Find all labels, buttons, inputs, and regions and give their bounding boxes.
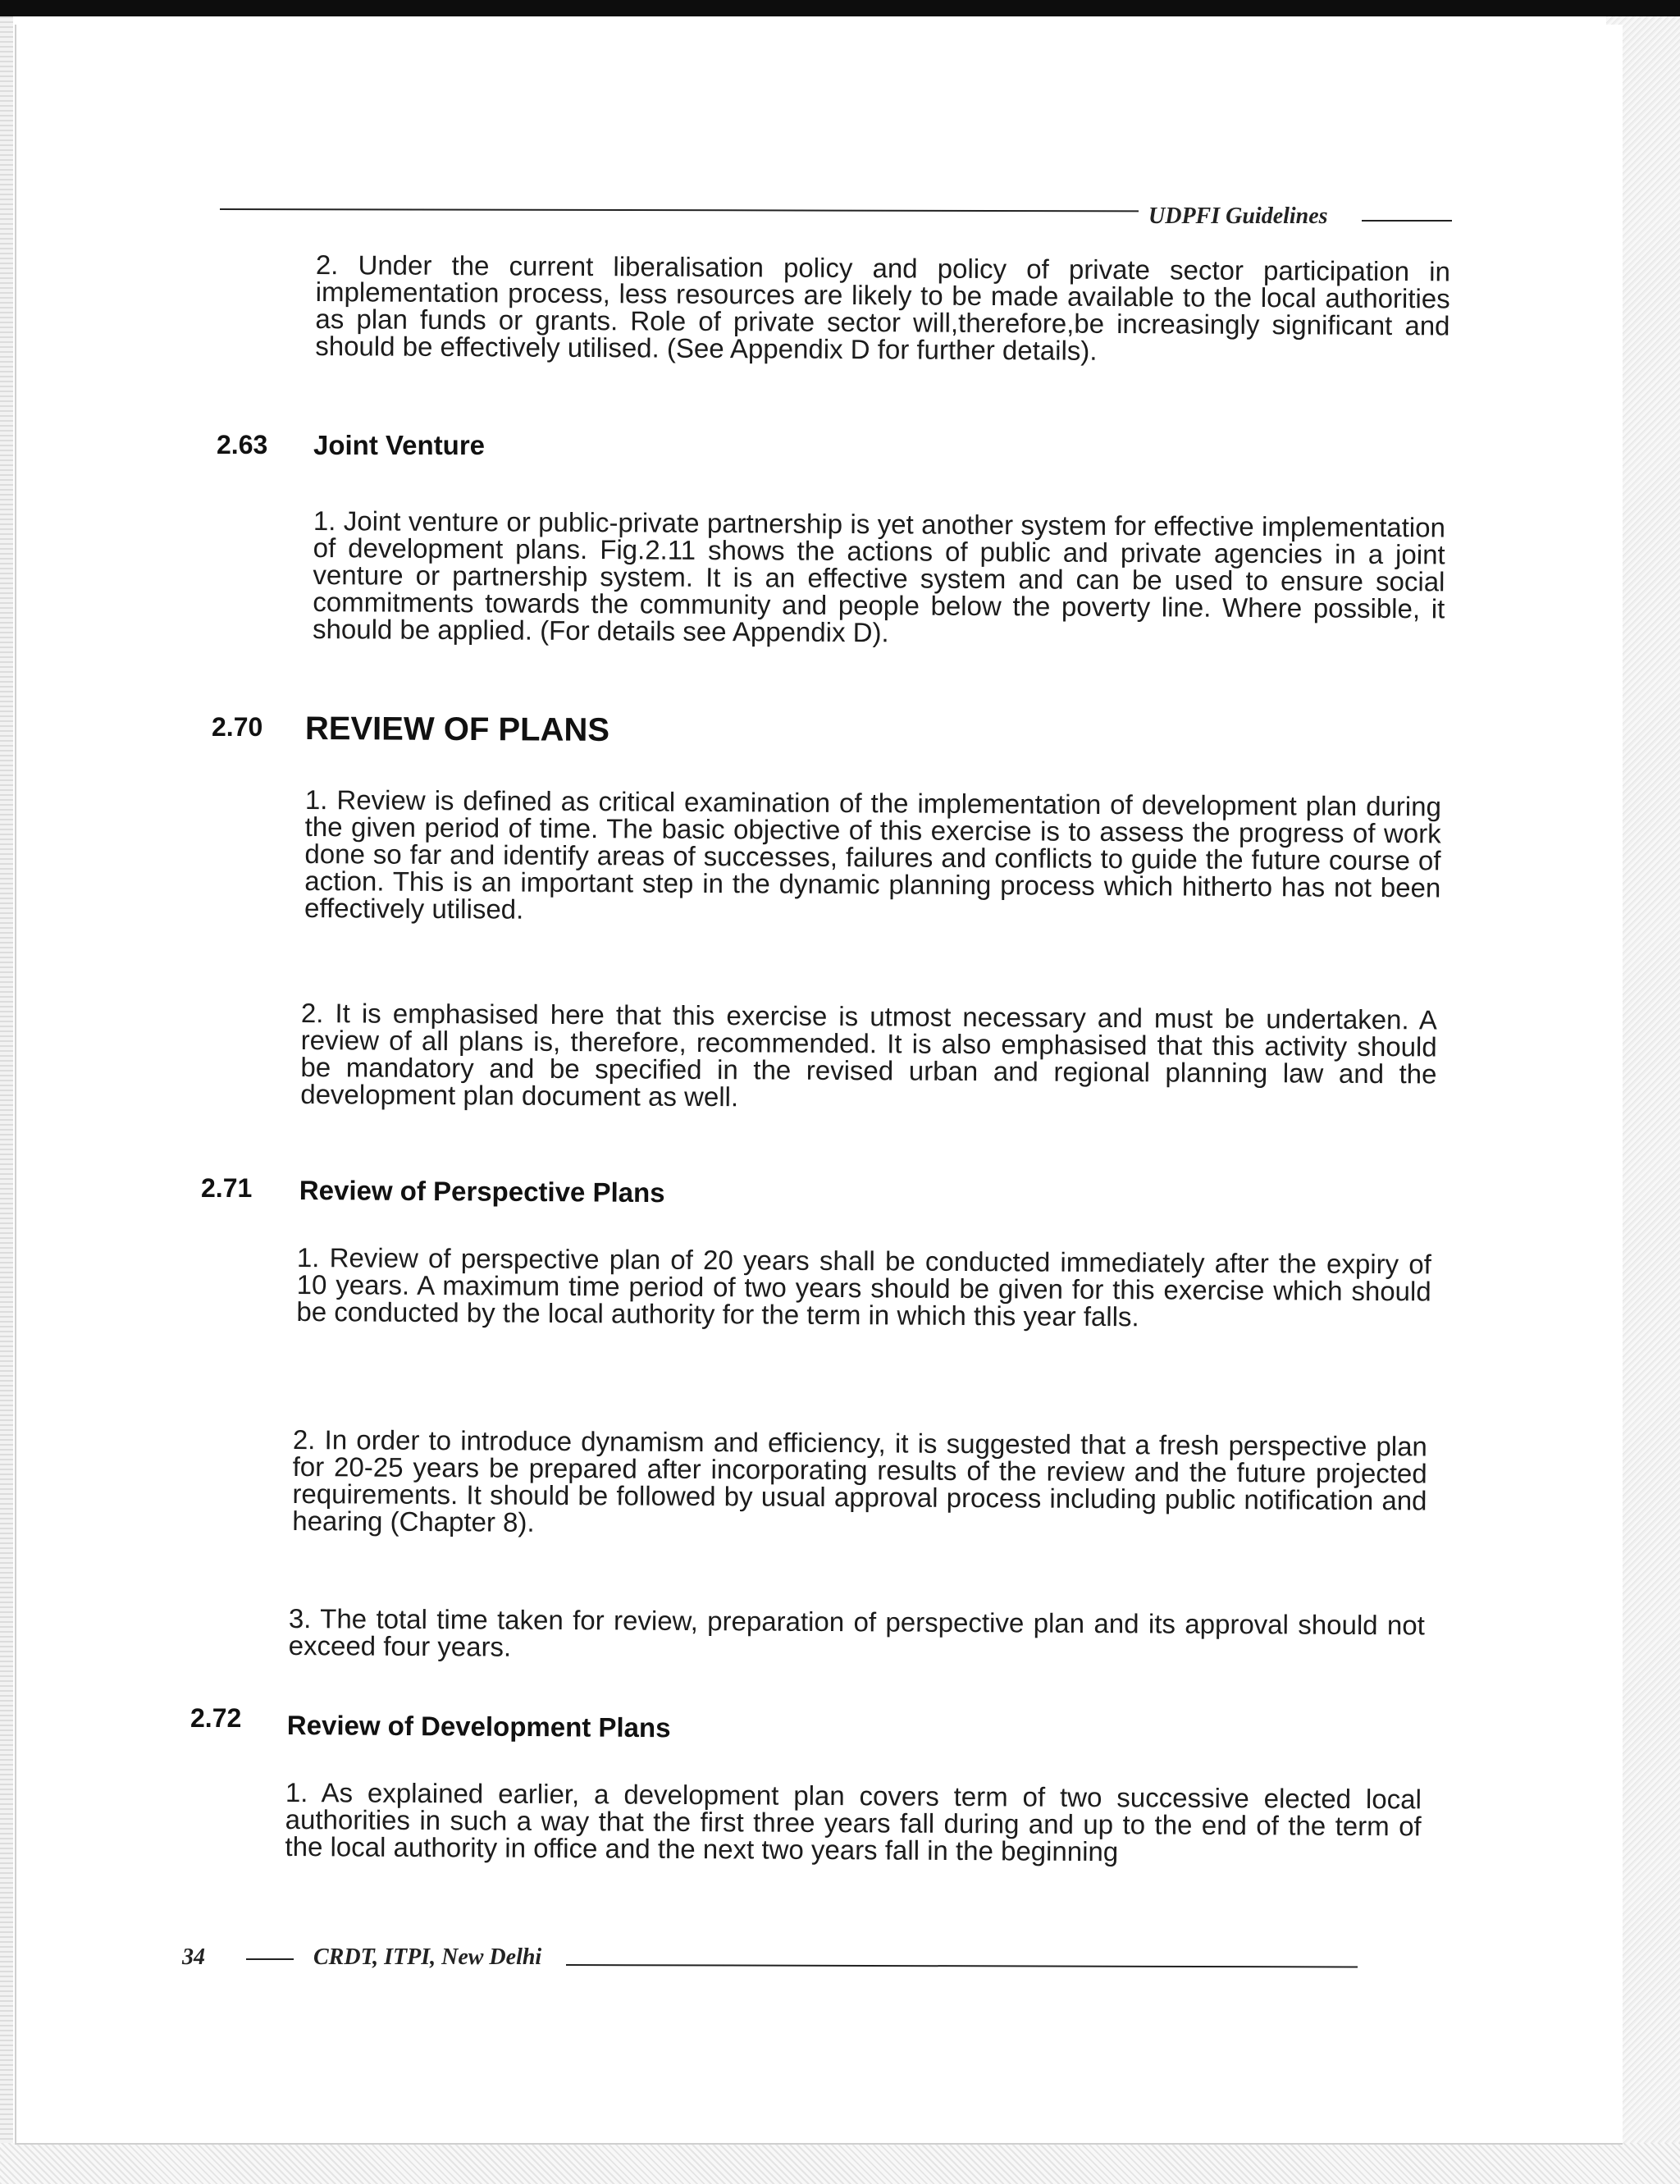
paragraph-2-70-1: 1. Review is defined as critical examination of the implementation of development plan during the given period of time. The basic objective of this exercise is to assess the progress of work done so far and identify areas of successes, failures and conflicts to guide the future course of action. This is an important step in the dynamic planning process which hitherto has not been effectively utilised. xyxy=(304,784,1441,925)
section-number-2-71: 2.71 xyxy=(201,1173,253,1203)
paragraph-2-63-1: 1. Joint venture or public-private partnership is yet another system for effective implementation of development plans. Fig.2.11 shows the actions of public and private agencies in a joint venture or partnership system. It is an effective system and can be used to ensure social commitments towards the community and people below the poverty line. Where possible, it should be applied. (For details see Appendix D). xyxy=(312,505,1445,648)
paragraph-2-71-2: 2. In order to introduce dynamism and efficiency, it is suggested that a fresh perspective plan for 20-25 years be prepared after incorporating results of the review and the future projected requirements. It should be followed by usual approval process including public notification and hearing (Chapter 8). xyxy=(292,1424,1427,1537)
paragraph-intro-2: 2. Under the current liberalisation policy and policy of private sector participation in implementation process, less resources are likely to be made available to the local authorities as plan funds or grants. Role of private sector will,therefore,be increasingly significant and should be effectively utilised. (See Appendix D for further details). xyxy=(315,249,1450,366)
scan-bottom-edge xyxy=(0,2143,1680,2184)
paragraph-2-72-1: 1. As explained earlier, a development plan covers term of two successive elected local authorities in such a way that the first three years fall during and up to the end of the term of the local authority in office and the next two years fall in the beginning xyxy=(285,1777,1422,1867)
section-number-2-72: 2.72 xyxy=(190,1703,242,1733)
paragraph-2-71-1: 1. Review of perspective plan of 20 years shall be conducted immediately after the expiry of 10 years. A maximum time period of two years should be given for this exercise which should be conducted by the local authority for the term in which this year falls. xyxy=(296,1242,1431,1332)
section-heading-review-development-plans: Review of Development Plans xyxy=(286,1710,671,1743)
section-heading-review-of-plans: REVIEW OF PLANS xyxy=(304,710,610,748)
scan-top-border xyxy=(0,0,1680,16)
footer-dash xyxy=(246,1958,294,1960)
section-number-2-63: 2.63 xyxy=(217,430,268,459)
section-number-2-70: 2.70 xyxy=(212,712,263,742)
running-footer: CRDT, ITPI, New Delhi xyxy=(313,1944,542,1970)
section-heading-review-perspective-plans: Review of Perspective Plans xyxy=(299,1175,665,1209)
running-header: UDPFI Guidelines xyxy=(1148,203,1328,229)
paragraph-2-71-3: 3. The total time taken for review, preparation of perspective plan and its approval should not exceed four years. xyxy=(288,1603,1425,1662)
paragraph-2-70-2: 2. It is emphasised here that this exercise is utmost necessary and must be undertaken. A review of all plans is, therefore, recommended. It is also emphasised that this activity should be mandatory and be specified in the revised urban and regional planning law and the development plan document as well. xyxy=(300,998,1437,1113)
header-rule-tail xyxy=(1362,220,1452,222)
section-heading-joint-venture: Joint Venture xyxy=(313,430,486,460)
scan-left-edge xyxy=(0,16,13,2184)
page-number: 34 xyxy=(182,1944,205,1970)
